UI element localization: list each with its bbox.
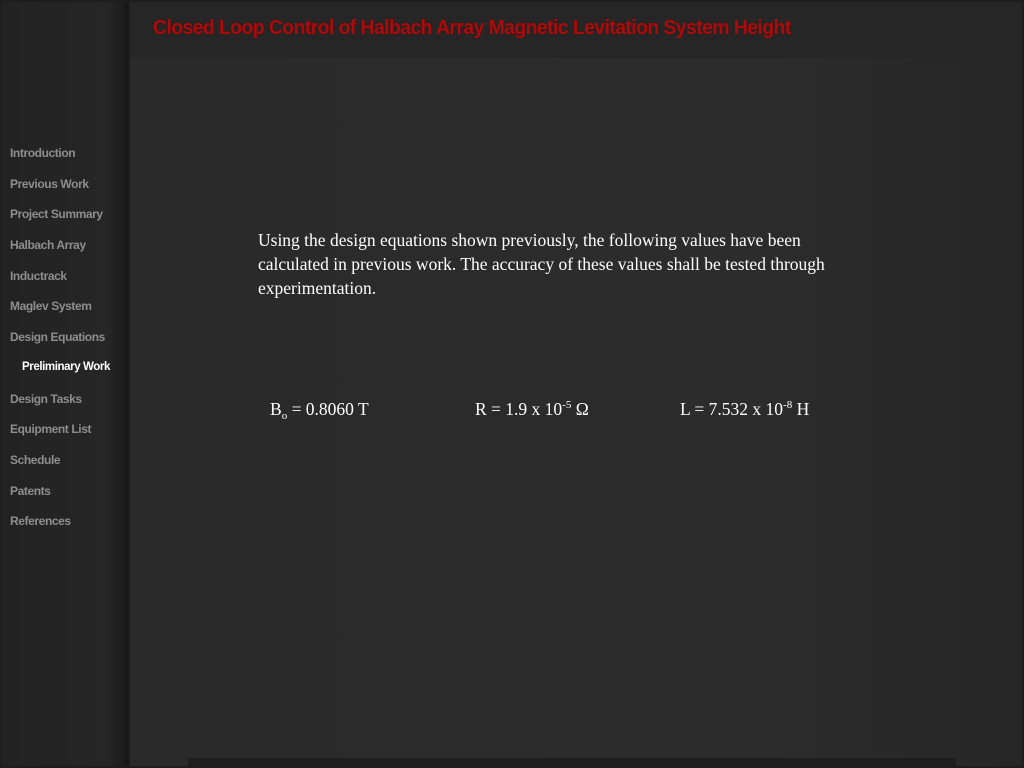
equation-resistance [475,399,589,420]
equation-l-unit: H [792,399,810,419]
nav-item-halbach-array[interactable]: Halbach Array [10,238,86,253]
equation-b-value: = 0.8060 T [287,399,369,419]
equation-b-field [270,399,369,422]
nav-item-design-equations[interactable]: Design Equations [10,330,105,345]
nav-item-references[interactable]: References [10,514,71,529]
nav-item-maglev-system[interactable]: Maglev System [10,299,92,314]
nav-item-preliminary-work[interactable]: Preliminary Work [22,360,110,373]
slide-title: Closed Loop Control of Halbach Array Magnetic Levitation System Height [153,17,791,39]
nav-item-inductrack[interactable]: Inductrack [10,268,67,283]
equation-r-unit: Ω [571,399,589,419]
equation-r-exponent: -5 [562,399,572,411]
nav-item-previous-work[interactable]: Previous Work [10,176,89,191]
nav-item-patents[interactable]: Patents [10,483,51,498]
nav-item-schedule[interactable]: Schedule [10,452,61,467]
bottom-bar [188,758,956,766]
equation-inductance [680,399,809,420]
equation-r-lhs: R = 1.9 x 10 [475,399,563,419]
nav-item-equipment-list[interactable]: Equipment List [10,422,92,437]
body-paragraph: Using the design equations shown previously, the following values have been calculated in previous work. The accuracy of these values shall be tested through experimentation. [258,230,825,298]
equation-l-lhs: L = 7.532 x 10 [680,399,784,419]
equation-b-subscript: o [281,410,288,422]
nav-item-introduction[interactable]: Introduction [10,146,76,160]
nav-item-project-summary[interactable]: Project Summary [10,207,103,222]
sidebar-nav [10,146,110,545]
nav-item-design-tasks[interactable]: Design Tasks [10,391,82,406]
equation-l-exponent: -8 [783,399,793,411]
equation-b-symbol: B [270,399,282,419]
